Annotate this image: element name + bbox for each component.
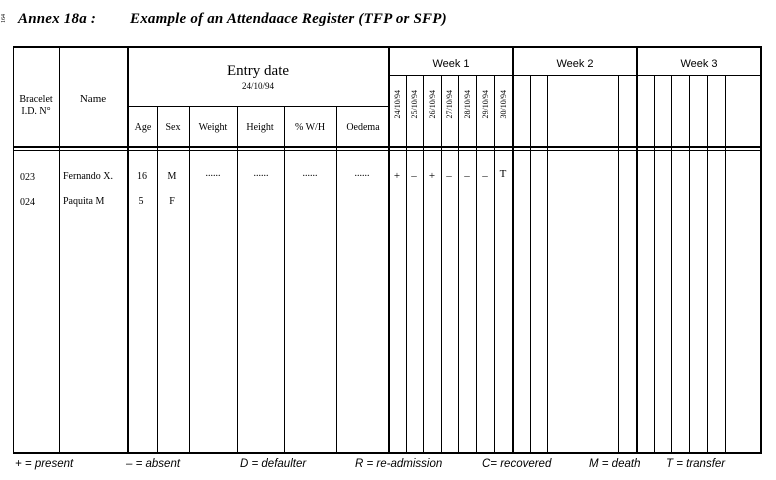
row-height: ...... <box>253 168 269 179</box>
row-wh: ...... <box>302 168 318 179</box>
divider-id-name <box>59 46 60 454</box>
attendance-mark: – <box>464 170 470 182</box>
weight-header: Weight <box>198 122 228 133</box>
week1-day-line <box>406 76 407 454</box>
week3-day-line <box>671 76 672 454</box>
name-header: Name <box>79 93 107 105</box>
legend-transfer: T = transfer <box>666 458 726 470</box>
week1-day-line <box>494 76 495 454</box>
bracelet-header-line2: I.D. N° <box>21 106 51 117</box>
week1-header: Week 1 <box>432 58 470 70</box>
attendance-mark: + <box>428 170 436 182</box>
age-header: Age <box>134 122 152 133</box>
week2-header: Week 2 <box>556 58 594 70</box>
attendance-mark: – <box>411 170 417 182</box>
row-age: 16 <box>137 171 147 182</box>
week1-day-line <box>476 76 477 454</box>
week1-day-line <box>458 76 459 454</box>
week3-day-line <box>654 76 655 454</box>
attendance-mark: T <box>499 168 507 180</box>
week1-date: 24/10/94 <box>393 90 402 119</box>
week3-header: Week 3 <box>680 58 718 70</box>
row-oedema: ...... <box>354 168 370 179</box>
week1-date: 26/10/94 <box>428 90 437 119</box>
week1-day-line <box>441 76 442 454</box>
week3-day-line <box>707 76 708 454</box>
week1-day-line <box>423 76 424 454</box>
week1-date: 28/10/94 <box>463 90 472 119</box>
attendance-mark: – <box>482 170 488 182</box>
week1-date: 30/10/94 <box>499 90 508 119</box>
bracelet-header-line1: Bracelet <box>19 94 53 105</box>
week1-date: 29/10/94 <box>481 90 490 119</box>
page-number: 164 <box>1 14 7 23</box>
row-bracelet-id: 023 <box>20 172 35 183</box>
legend-readmission: R = re-admission <box>355 458 443 470</box>
week1-date: 25/10/94 <box>410 90 419 119</box>
row-name: Fernando X. <box>63 171 113 182</box>
row-sex: F <box>169 196 175 207</box>
sex-header: Sex <box>165 122 181 133</box>
height-header: Height <box>246 122 274 133</box>
row-name: Paquita M <box>63 196 105 207</box>
divider-height-wh <box>284 106 285 454</box>
week3-day-line <box>689 76 690 454</box>
row-bracelet-id: 024 <box>20 197 35 208</box>
entry-subheader-line <box>128 106 389 107</box>
divider-week2-week3 <box>636 46 638 454</box>
table-right-border <box>760 46 762 454</box>
legend-absent: – = absent <box>126 458 181 470</box>
week2-day-line <box>530 76 531 454</box>
week2-day-line <box>547 76 548 454</box>
entry-date-header: Entry date <box>226 63 290 79</box>
legend-present: + = present <box>15 458 74 470</box>
attendance-mark: + <box>393 170 401 182</box>
entry-date-value: 24/10/94 <box>241 81 275 91</box>
legend-defaulter: D = defaulter <box>240 458 307 470</box>
row-age: 5 <box>138 196 144 207</box>
legend-recovered: C= recovered <box>482 458 552 470</box>
divider-week1-week2 <box>512 46 514 454</box>
wh-header: % W/H <box>294 122 326 133</box>
table-left-border <box>13 46 14 454</box>
row-weight: ...... <box>205 168 221 179</box>
annex-label: Annex 18a : <box>18 11 97 27</box>
row-sex: M <box>167 171 177 182</box>
divider-age-sex <box>157 106 158 454</box>
divider-wh-oedema <box>336 106 337 454</box>
attendance-mark: – <box>446 170 452 182</box>
week3-day-line <box>725 76 726 454</box>
page-title: Example of an Attendaace Register (TFP or SFP) <box>130 11 447 27</box>
divider-weight-height <box>237 106 238 454</box>
divider-entry-week1 <box>388 46 390 454</box>
divider-sex-weight <box>189 106 190 454</box>
week2-day-line <box>618 76 619 454</box>
oedema-header: Oedema <box>346 122 380 133</box>
week1-date: 27/10/94 <box>445 90 454 119</box>
divider-name-entry <box>127 46 129 454</box>
legend-death: M = death <box>589 458 641 470</box>
